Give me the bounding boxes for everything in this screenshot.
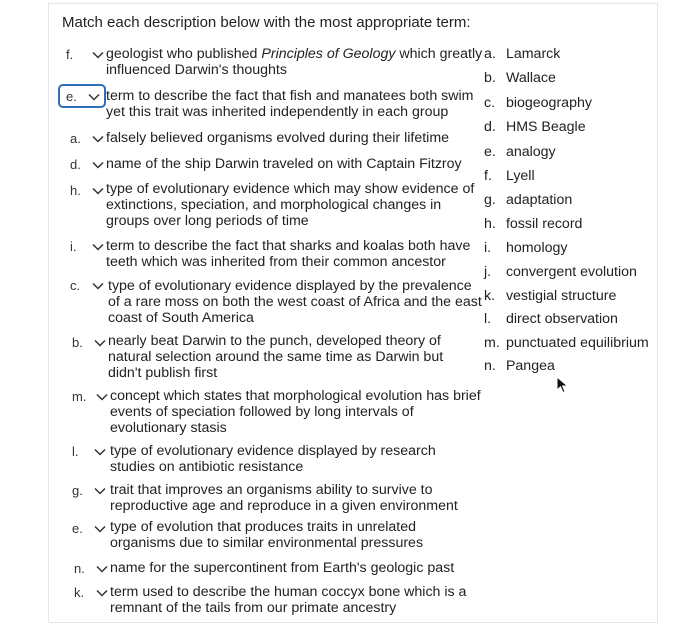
- chevron-down-icon: [94, 521, 106, 536]
- option-d: d. HMS Beagle: [484, 119, 586, 135]
- selected-value: f.: [66, 46, 74, 62]
- selected-value: b.: [72, 334, 83, 350]
- question-text-7: type of evolutionary evidence displayed by the prevalence of a rare moss on both the west coast of Africa and the east coast of South America: [108, 278, 482, 326]
- answer-select-8[interactable]: [66, 332, 106, 352]
- question-text-13: name for the supercontinent from Earth's geologic past: [110, 560, 455, 576]
- answer-select-10[interactable]: [66, 441, 106, 461]
- option-c: c. biogeography: [484, 95, 592, 111]
- instruction-text: Match each description below with the most appropriate term:: [62, 14, 471, 31]
- question-text-12: type of evolution that produces traits in unrelated organisms due to similar environmental pressures: [110, 519, 424, 551]
- option-g: g. adaptation: [484, 192, 573, 208]
- selected-value: e.: [66, 88, 77, 104]
- chevron-down-icon: [92, 278, 104, 293]
- chevron-down-icon: [92, 47, 104, 62]
- question-text-14: term used to describe the human coccyx bone which is a remnant of the tails from our primate ancestry: [110, 584, 467, 616]
- selected-value: m.: [72, 388, 87, 404]
- option-b: b. Wallace: [484, 70, 556, 86]
- selected-value: d.: [70, 156, 81, 172]
- question-text-1: geologist who published Principles of Geology which greatly influenced Darwin's thoughts: [106, 46, 483, 78]
- answer-select-12[interactable]: [66, 518, 106, 538]
- option-h: h. fossil record: [484, 216, 583, 232]
- selected-value: g.: [72, 482, 83, 498]
- selected-value: a.: [70, 130, 81, 146]
- answer-select-5[interactable]: [64, 180, 104, 200]
- answer-select-7[interactable]: [64, 275, 104, 295]
- answer-select-1[interactable]: [60, 44, 104, 64]
- chevron-down-icon: [96, 561, 108, 576]
- mouse-cursor-icon: [556, 376, 570, 399]
- selected-value: e.: [72, 520, 83, 536]
- option-k: k. vestigial structure: [484, 288, 617, 304]
- option-n: n. Pangea: [484, 358, 555, 374]
- answer-select-6[interactable]: [64, 236, 104, 256]
- chevron-down-icon: [94, 483, 106, 498]
- answer-select-11[interactable]: [66, 480, 106, 500]
- option-a: a. Lamarck: [484, 46, 561, 62]
- chevron-down-icon: [96, 389, 108, 404]
- chevron-down-icon: [92, 239, 104, 254]
- chevron-down-icon: [94, 444, 106, 459]
- selected-value: k.: [74, 584, 85, 600]
- question-text-4: name of the ship Darwin traveled on with Captain Fitzroy: [106, 156, 462, 172]
- option-j: j. convergent evolution: [484, 264, 637, 280]
- answer-select-13[interactable]: [68, 558, 108, 578]
- question-text-11: trait that improves an organisms ability to survive to reproductive age and reproduce in a given environment: [110, 482, 458, 514]
- chevron-down-icon: [92, 183, 104, 198]
- chevron-down-icon: [96, 585, 108, 600]
- option-f: f. Lyell: [484, 168, 535, 184]
- option-i: i. homology: [484, 240, 568, 256]
- selected-value: c.: [70, 277, 81, 293]
- question-text-6: term to describe the fact that sharks and koalas both have teeth which was inherited from their common ancestor: [106, 238, 471, 270]
- selected-value: l.: [72, 443, 79, 459]
- selected-value: i.: [70, 238, 77, 254]
- question-text-2: term to describe the fact that fish and manatees both swim yet this trait was inherited independently in each group: [106, 88, 474, 120]
- chevron-down-icon: [94, 335, 106, 350]
- chevron-down-icon: [88, 89, 100, 104]
- question-text-9: concept which states that morphological evolution has brief events of speciation followed by long intervals of evolutionary stasis: [110, 388, 481, 436]
- chevron-down-icon: [92, 131, 104, 146]
- answer-select-2[interactable]: [58, 84, 106, 108]
- selected-value: h.: [70, 182, 81, 198]
- answer-select-3[interactable]: [64, 128, 104, 148]
- selected-value: n.: [74, 560, 85, 576]
- option-m: m. punctuated equilibrium: [484, 335, 649, 351]
- question-text-3: falsely believed organisms evolved during their lifetime: [106, 130, 450, 146]
- answer-select-9[interactable]: [66, 386, 108, 406]
- answer-select-14[interactable]: [68, 582, 108, 602]
- answer-select-4[interactable]: [64, 154, 104, 174]
- chevron-down-icon: [92, 157, 104, 172]
- question-text-10: type of evolutionary evidence displayed by research studies on antibiotic resistance: [110, 443, 436, 475]
- question-text-5: type of evolutionary evidence which may show evidence of extinctions, speciation, and morphological changes in groups over long periods of time: [106, 181, 475, 229]
- option-e: e. analogy: [484, 144, 556, 160]
- option-l: l. direct observation: [484, 311, 618, 327]
- question-text-8: nearly beat Darwin to the punch, developed theory of natural selection around the same time as Darwin but didn't publish first: [108, 333, 444, 381]
